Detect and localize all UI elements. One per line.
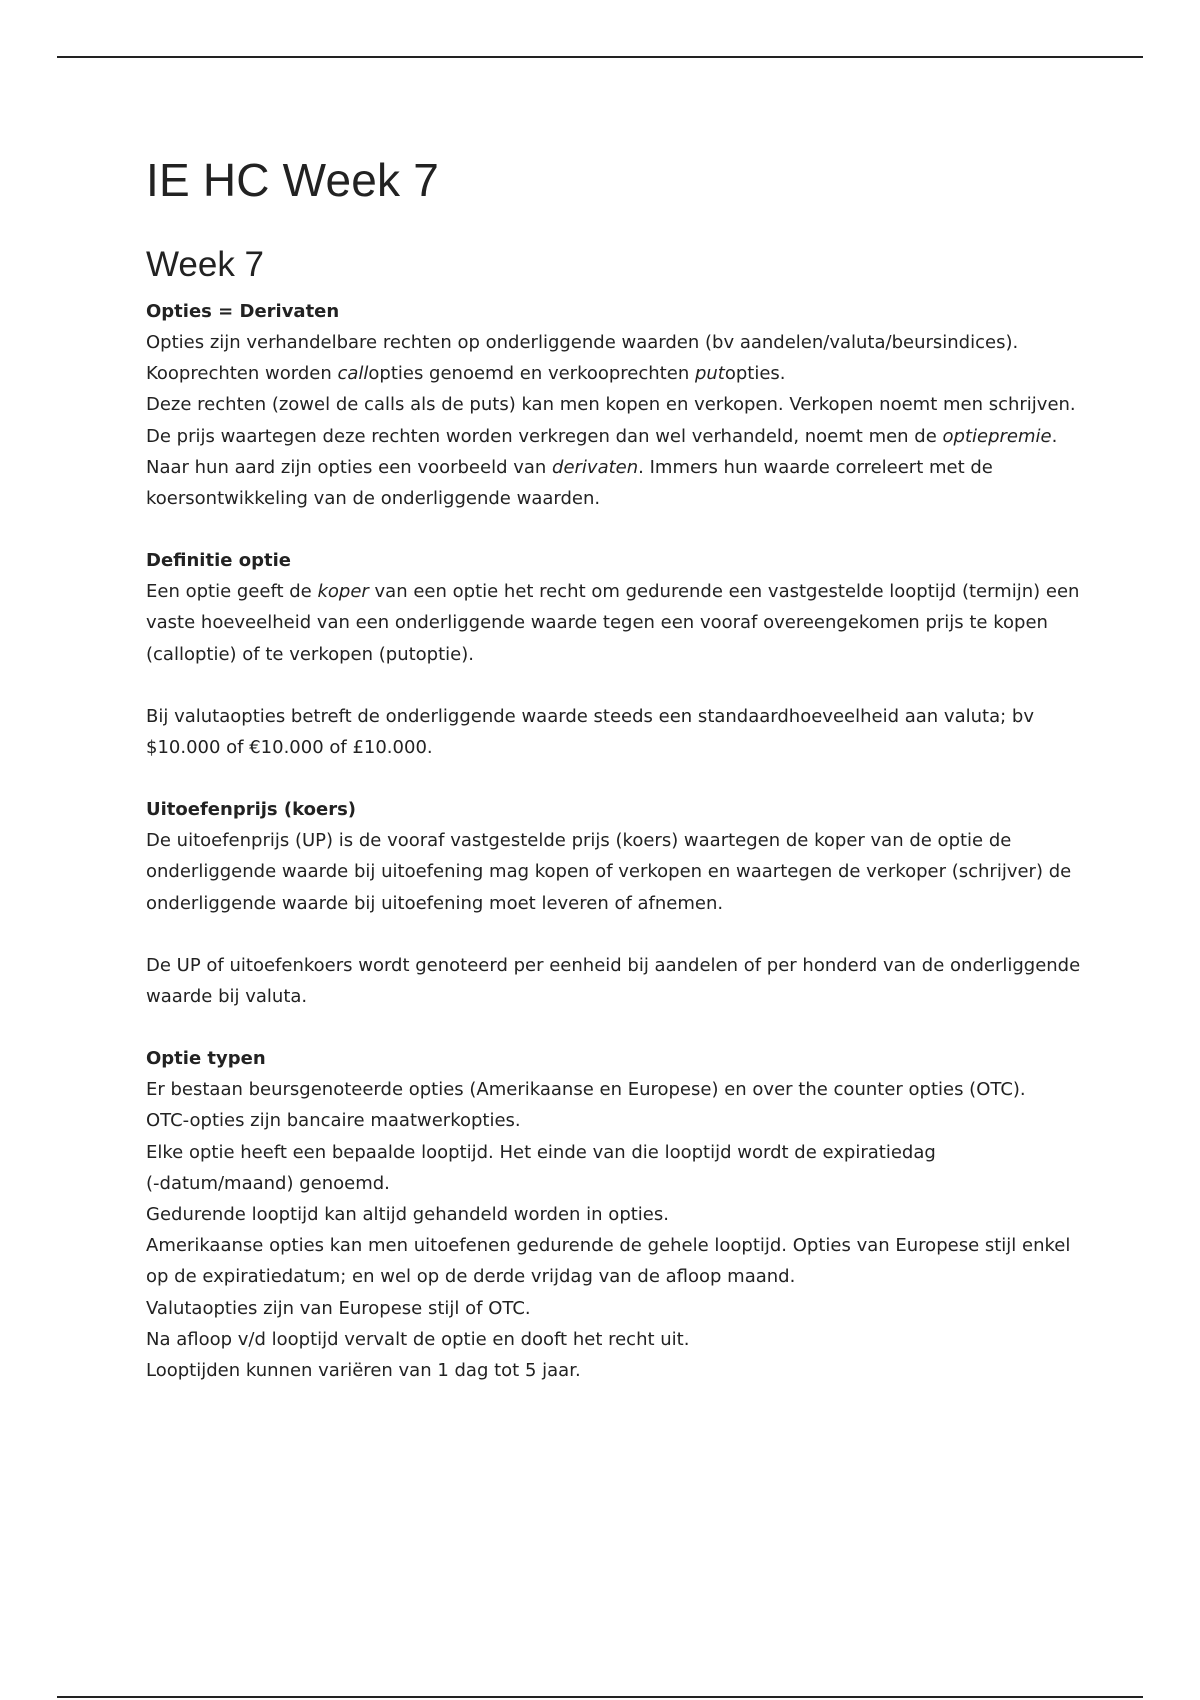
- text-line: Er bestaan beursgenoteerde opties (Amerikaanse en Europese) en over the counter opties (OTC).: [146, 1079, 1026, 1101]
- text-line: (-datum/maand) genoemd.: [146, 1172, 390, 1194]
- section-heading: Opties = Derivaten: [146, 301, 340, 322]
- section-definitie-optie: [146, 545, 1096, 763]
- text-line: Na afloop v/d looptijd vervalt de optie en dooft het recht uit.: [146, 1328, 690, 1350]
- text-line: OTC-opties zijn bancaire maatwerkopties.: [146, 1110, 521, 1132]
- document-title: IE HC Week 7: [146, 154, 439, 206]
- text-line: Looptijden kunnen variëren van 1 dag tot 5 jaar.: [146, 1360, 581, 1382]
- text-line: op de expiratiedatum; en wel op de derde vrijdag van de afloop maand.: [146, 1266, 796, 1288]
- text-line: onderliggende waarde bij uitoefening mag kopen of verkopen en waartegen de verkoper (schrijver) de: [146, 861, 1072, 883]
- paragraph: [146, 327, 1096, 514]
- text-line: onderliggende waarde bij uitoefening moet leveren of afnemen.: [146, 892, 724, 914]
- paragraph: [146, 825, 1096, 919]
- text-line: Amerikaanse opties kan men uitoefenen gedurende de gehele looptijd. Opties van Europese stijl enkel: [146, 1235, 1071, 1257]
- paragraph: [146, 576, 1096, 670]
- paragraph: [146, 950, 1096, 1012]
- section-heading: Uitoefenprijs (koers): [146, 799, 357, 821]
- text-line: Een optie geeft de koper van een optie het recht om gedurende een vastgestelde looptijd (termijn) een: [146, 581, 1080, 603]
- footer-rule: [57, 1696, 1143, 1698]
- text-line: Bij valutaopties betreft de onderliggende waarde steeds een standaardhoeveelheid aan valuta; bv: [146, 705, 1034, 727]
- text-line: Deze rechten (zowel de calls als de puts) kan men kopen en verkopen. Verkopen noemt men schrijven.: [146, 394, 1076, 416]
- section-heading: Definitie optie: [146, 550, 291, 572]
- section-uitoefenprijs: [146, 794, 1096, 1012]
- text-line: (calloptie) of te verkopen (putoptie).: [146, 643, 474, 665]
- text-line: waarde bij valuta.: [146, 986, 308, 1008]
- document-body: [146, 148, 1096, 1386]
- text-line: $10.000 of €10.000 of £10.000.: [146, 737, 433, 759]
- text-line: Valutaopties zijn van Europese stijl of OTC.: [146, 1297, 531, 1319]
- text-line: koersontwikkeling van de onderliggende waarden.: [146, 488, 601, 510]
- section-heading: Optie typen: [146, 1048, 266, 1070]
- text-line: Kooprechten worden callopties genoemd en verkooprechten putopties.: [146, 363, 786, 385]
- text-line: Gedurende looptijd kan altijd gehandeld worden in opties.: [146, 1204, 669, 1226]
- text-line: vaste hoeveelheid van een onderliggende waarde tegen een vooraf overeengekomen prijs te kopen: [146, 612, 1048, 634]
- text-line: Naar hun aard zijn opties een voorbeeld van derivaten. Immers hun waarde correleert met de: [146, 456, 993, 478]
- paragraph: [146, 701, 1096, 763]
- text-line: Opties zijn verhandelbare rechten op onderliggende waarden (bv aandelen/valuta/beursindices).: [146, 332, 1019, 353]
- text-line: De uitoefenprijs (UP) is de vooraf vastgestelde prijs (koers) waartegen de koper van de optie de: [146, 830, 1012, 852]
- text-line: De prijs waartegen deze rechten worden verkregen dan wel verhandeld, noemt men de optiepremie.: [146, 425, 1058, 447]
- header-rule: [57, 56, 1143, 58]
- text-line: Elke optie heeft een bepaalde looptijd. Het einde van die looptijd wordt de expiratiedag: [146, 1141, 936, 1163]
- section-opties-derivaten: [146, 296, 1096, 514]
- paragraph: [146, 1074, 1096, 1386]
- document-subtitle: Week 7: [146, 245, 265, 284]
- text-line: De UP of uitoefenkoers wordt genoteerd per eenheid bij aandelen of per honderd van de onderliggende: [146, 954, 1081, 976]
- section-optie-typen: [146, 1043, 1096, 1386]
